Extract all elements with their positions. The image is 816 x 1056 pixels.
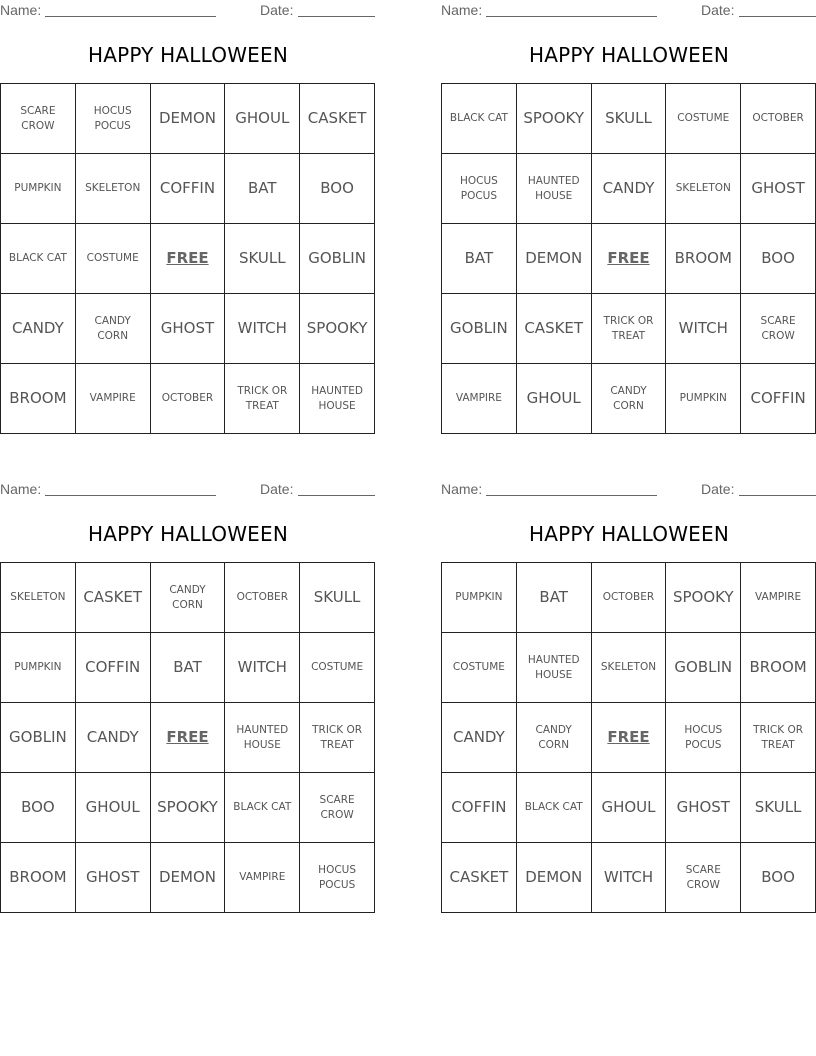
bingo-cell[interactable]: SPOOKY	[517, 84, 592, 154]
bingo-cell[interactable]: SCARE CROW	[300, 773, 375, 843]
date-field[interactable]	[739, 495, 816, 496]
bingo-cell[interactable]: BOO	[741, 843, 816, 913]
date-label: Date:	[260, 2, 294, 18]
bingo-cell[interactable]: GHOUL	[225, 84, 300, 154]
card-title: HAPPY HALLOWEEN	[87, 522, 289, 546]
bingo-cell[interactable]: OCTOBER	[592, 563, 667, 633]
bingo-cell[interactable]: CANDY CORN	[592, 364, 667, 434]
bingo-card	[0, 479, 376, 919]
bingo-grid	[0, 562, 375, 913]
bingo-cell[interactable]: HAUNTED HOUSE	[300, 364, 375, 434]
bingo-cell[interactable]: DEMON	[517, 843, 592, 913]
bingo-grid	[0, 83, 375, 434]
bingo-cell[interactable]: GHOST	[666, 773, 741, 843]
bingo-cell[interactable]: CANDY CORN	[76, 294, 151, 364]
name-field[interactable]	[45, 495, 216, 496]
bingo-cell[interactable]: BROOM	[1, 843, 76, 913]
bingo-cell[interactable]: SKELETON	[76, 154, 151, 224]
bingo-cell[interactable]: COSTUME	[666, 84, 741, 154]
free-space[interactable]: FREE	[592, 703, 667, 773]
bingo-cell[interactable]: BOO	[741, 224, 816, 294]
bingo-cell[interactable]: SPOOKY	[666, 563, 741, 633]
bingo-cell[interactable]: SKELETON	[592, 633, 667, 703]
bingo-cell[interactable]: CASKET	[442, 843, 517, 913]
date-label: Date:	[701, 481, 735, 497]
bingo-cell[interactable]: HOCUS POCUS	[76, 84, 151, 154]
date-label: Date:	[701, 2, 735, 18]
bingo-cell[interactable]: BROOM	[666, 224, 741, 294]
bingo-cell[interactable]: GOBLIN	[1, 703, 76, 773]
free-space[interactable]: FREE	[592, 224, 667, 294]
bingo-cell[interactable]: BOO	[300, 154, 375, 224]
bingo-card	[0, 0, 376, 440]
card-title: HAPPY HALLOWEEN	[87, 43, 289, 67]
bingo-cell[interactable]: PUMPKIN	[1, 633, 76, 703]
bingo-cell[interactable]: HAUNTED HOUSE	[517, 154, 592, 224]
bingo-cell[interactable]: COFFIN	[76, 633, 151, 703]
bingo-cell[interactable]: VAMPIRE	[225, 843, 300, 913]
bingo-cell[interactable]: SCARE CROW	[741, 294, 816, 364]
name-field[interactable]	[45, 16, 216, 17]
bingo-cell[interactable]: WITCH	[666, 294, 741, 364]
bingo-cell[interactable]: SKULL	[741, 773, 816, 843]
bingo-cell[interactable]: CANDY	[76, 703, 151, 773]
bingo-cell[interactable]: COFFIN	[741, 364, 816, 434]
bingo-cell[interactable]: HOCUS POCUS	[442, 154, 517, 224]
bingo-cell[interactable]: TRICK OR TREAT	[741, 703, 816, 773]
bingo-card	[441, 479, 816, 919]
card-header	[0, 479, 376, 501]
card-header	[0, 0, 376, 22]
bingo-cell[interactable]: OCTOBER	[225, 563, 300, 633]
bingo-cell[interactable]: SKELETON	[666, 154, 741, 224]
card-header	[441, 479, 816, 501]
bingo-cell[interactable]: SKULL	[300, 563, 375, 633]
bingo-cell[interactable]: VAMPIRE	[76, 364, 151, 434]
bingo-cell[interactable]: SPOOKY	[151, 773, 226, 843]
bingo-cell[interactable]: CANDY	[1, 294, 76, 364]
bingo-cell[interactable]: SCARE CROW	[1, 84, 76, 154]
bingo-cell[interactable]: GHOST	[151, 294, 226, 364]
bingo-cell[interactable]: BAT	[442, 224, 517, 294]
card-title: HAPPY HALLOWEEN	[528, 522, 730, 546]
bingo-grid	[441, 83, 816, 434]
bingo-cell[interactable]: HOCUS POCUS	[300, 843, 375, 913]
bingo-cell[interactable]: BLACK CAT	[225, 773, 300, 843]
bingo-cell[interactable]: TRICK OR TREAT	[300, 703, 375, 773]
bingo-cell[interactable]: GHOUL	[76, 773, 151, 843]
bingo-cell[interactable]: SKULL	[592, 84, 667, 154]
bingo-cell[interactable]: GHOUL	[592, 773, 667, 843]
bingo-cell[interactable]: TRICK OR TREAT	[225, 364, 300, 434]
date-label: Date:	[260, 481, 294, 497]
bingo-cell[interactable]: SPOOKY	[300, 294, 375, 364]
bingo-cell[interactable]: VAMPIRE	[741, 563, 816, 633]
bingo-cell[interactable]: HAUNTED HOUSE	[517, 633, 592, 703]
bingo-cell[interactable]: CANDY	[592, 154, 667, 224]
bingo-cell[interactable]: VAMPIRE	[442, 364, 517, 434]
name-label: Name:	[0, 2, 42, 18]
bingo-cell[interactable]: WITCH	[225, 633, 300, 703]
bingo-cell[interactable]: CANDY	[442, 703, 517, 773]
name-field[interactable]	[486, 16, 657, 17]
card-header	[441, 0, 816, 22]
bingo-cell[interactable]: SKULL	[225, 224, 300, 294]
bingo-cell[interactable]: TRICK OR TREAT	[592, 294, 667, 364]
bingo-cell[interactable]: PUMPKIN	[666, 364, 741, 434]
bingo-cell[interactable]: SCARE CROW	[666, 843, 741, 913]
date-field[interactable]	[298, 495, 375, 496]
bingo-cell[interactable]: PUMPKIN	[1, 154, 76, 224]
bingo-cell[interactable]: WITCH	[592, 843, 667, 913]
bingo-cell[interactable]: COSTUME	[300, 633, 375, 703]
name-label: Name:	[0, 481, 42, 497]
card-title: HAPPY HALLOWEEN	[528, 43, 730, 67]
name-field[interactable]	[486, 495, 657, 496]
bingo-cell[interactable]: COFFIN	[442, 773, 517, 843]
bingo-cell[interactable]: CASKET	[76, 563, 151, 633]
bingo-cell[interactable]: GOBLIN	[300, 224, 375, 294]
bingo-cell[interactable]: COSTUME	[76, 224, 151, 294]
bingo-cell[interactable]: COFFIN	[151, 154, 226, 224]
name-label: Name:	[441, 481, 483, 497]
bingo-cell[interactable]: DEMON	[517, 224, 592, 294]
bingo-cell[interactable]: COSTUME	[442, 633, 517, 703]
bingo-cell[interactable]: BLACK CAT	[1, 224, 76, 294]
bingo-cell[interactable]: BLACK CAT	[442, 84, 517, 154]
bingo-cell[interactable]: CASKET	[517, 294, 592, 364]
bingo-cell[interactable]: BAT	[517, 563, 592, 633]
bingo-cell[interactable]: PUMPKIN	[442, 563, 517, 633]
bingo-cell[interactable]: BROOM	[741, 633, 816, 703]
bingo-cell[interactable]: BLACK CAT	[517, 773, 592, 843]
bingo-card	[441, 0, 816, 440]
date-field[interactable]	[739, 16, 816, 17]
bingo-cell[interactable]: BOO	[1, 773, 76, 843]
bingo-cell[interactable]: DEMON	[151, 843, 226, 913]
bingo-cell[interactable]: GHOST	[76, 843, 151, 913]
bingo-cell[interactable]: HAUNTED HOUSE	[225, 703, 300, 773]
bingo-cell[interactable]: GHOST	[741, 154, 816, 224]
date-field[interactable]	[298, 16, 375, 17]
bingo-cell[interactable]: OCTOBER	[151, 364, 226, 434]
bingo-cell[interactable]: BAT	[151, 633, 226, 703]
bingo-cell[interactable]: CANDY CORN	[517, 703, 592, 773]
free-space[interactable]: FREE	[151, 224, 226, 294]
name-label: Name:	[441, 2, 483, 18]
bingo-cell[interactable]: GOBLIN	[666, 633, 741, 703]
bingo-cell[interactable]: OCTOBER	[741, 84, 816, 154]
bingo-cell[interactable]: CASKET	[300, 84, 375, 154]
bingo-grid	[441, 562, 816, 913]
bingo-cell[interactable]: WITCH	[225, 294, 300, 364]
bingo-cell[interactable]: BROOM	[1, 364, 76, 434]
free-space[interactable]: FREE	[151, 703, 226, 773]
bingo-cell[interactable]: SKELETON	[1, 563, 76, 633]
bingo-cell[interactable]: GOBLIN	[442, 294, 517, 364]
bingo-cell[interactable]: GHOUL	[517, 364, 592, 434]
bingo-cell[interactable]: DEMON	[151, 84, 226, 154]
bingo-cell[interactable]: CANDY CORN	[151, 563, 226, 633]
bingo-cell[interactable]: HOCUS POCUS	[666, 703, 741, 773]
bingo-cell[interactable]: BAT	[225, 154, 300, 224]
